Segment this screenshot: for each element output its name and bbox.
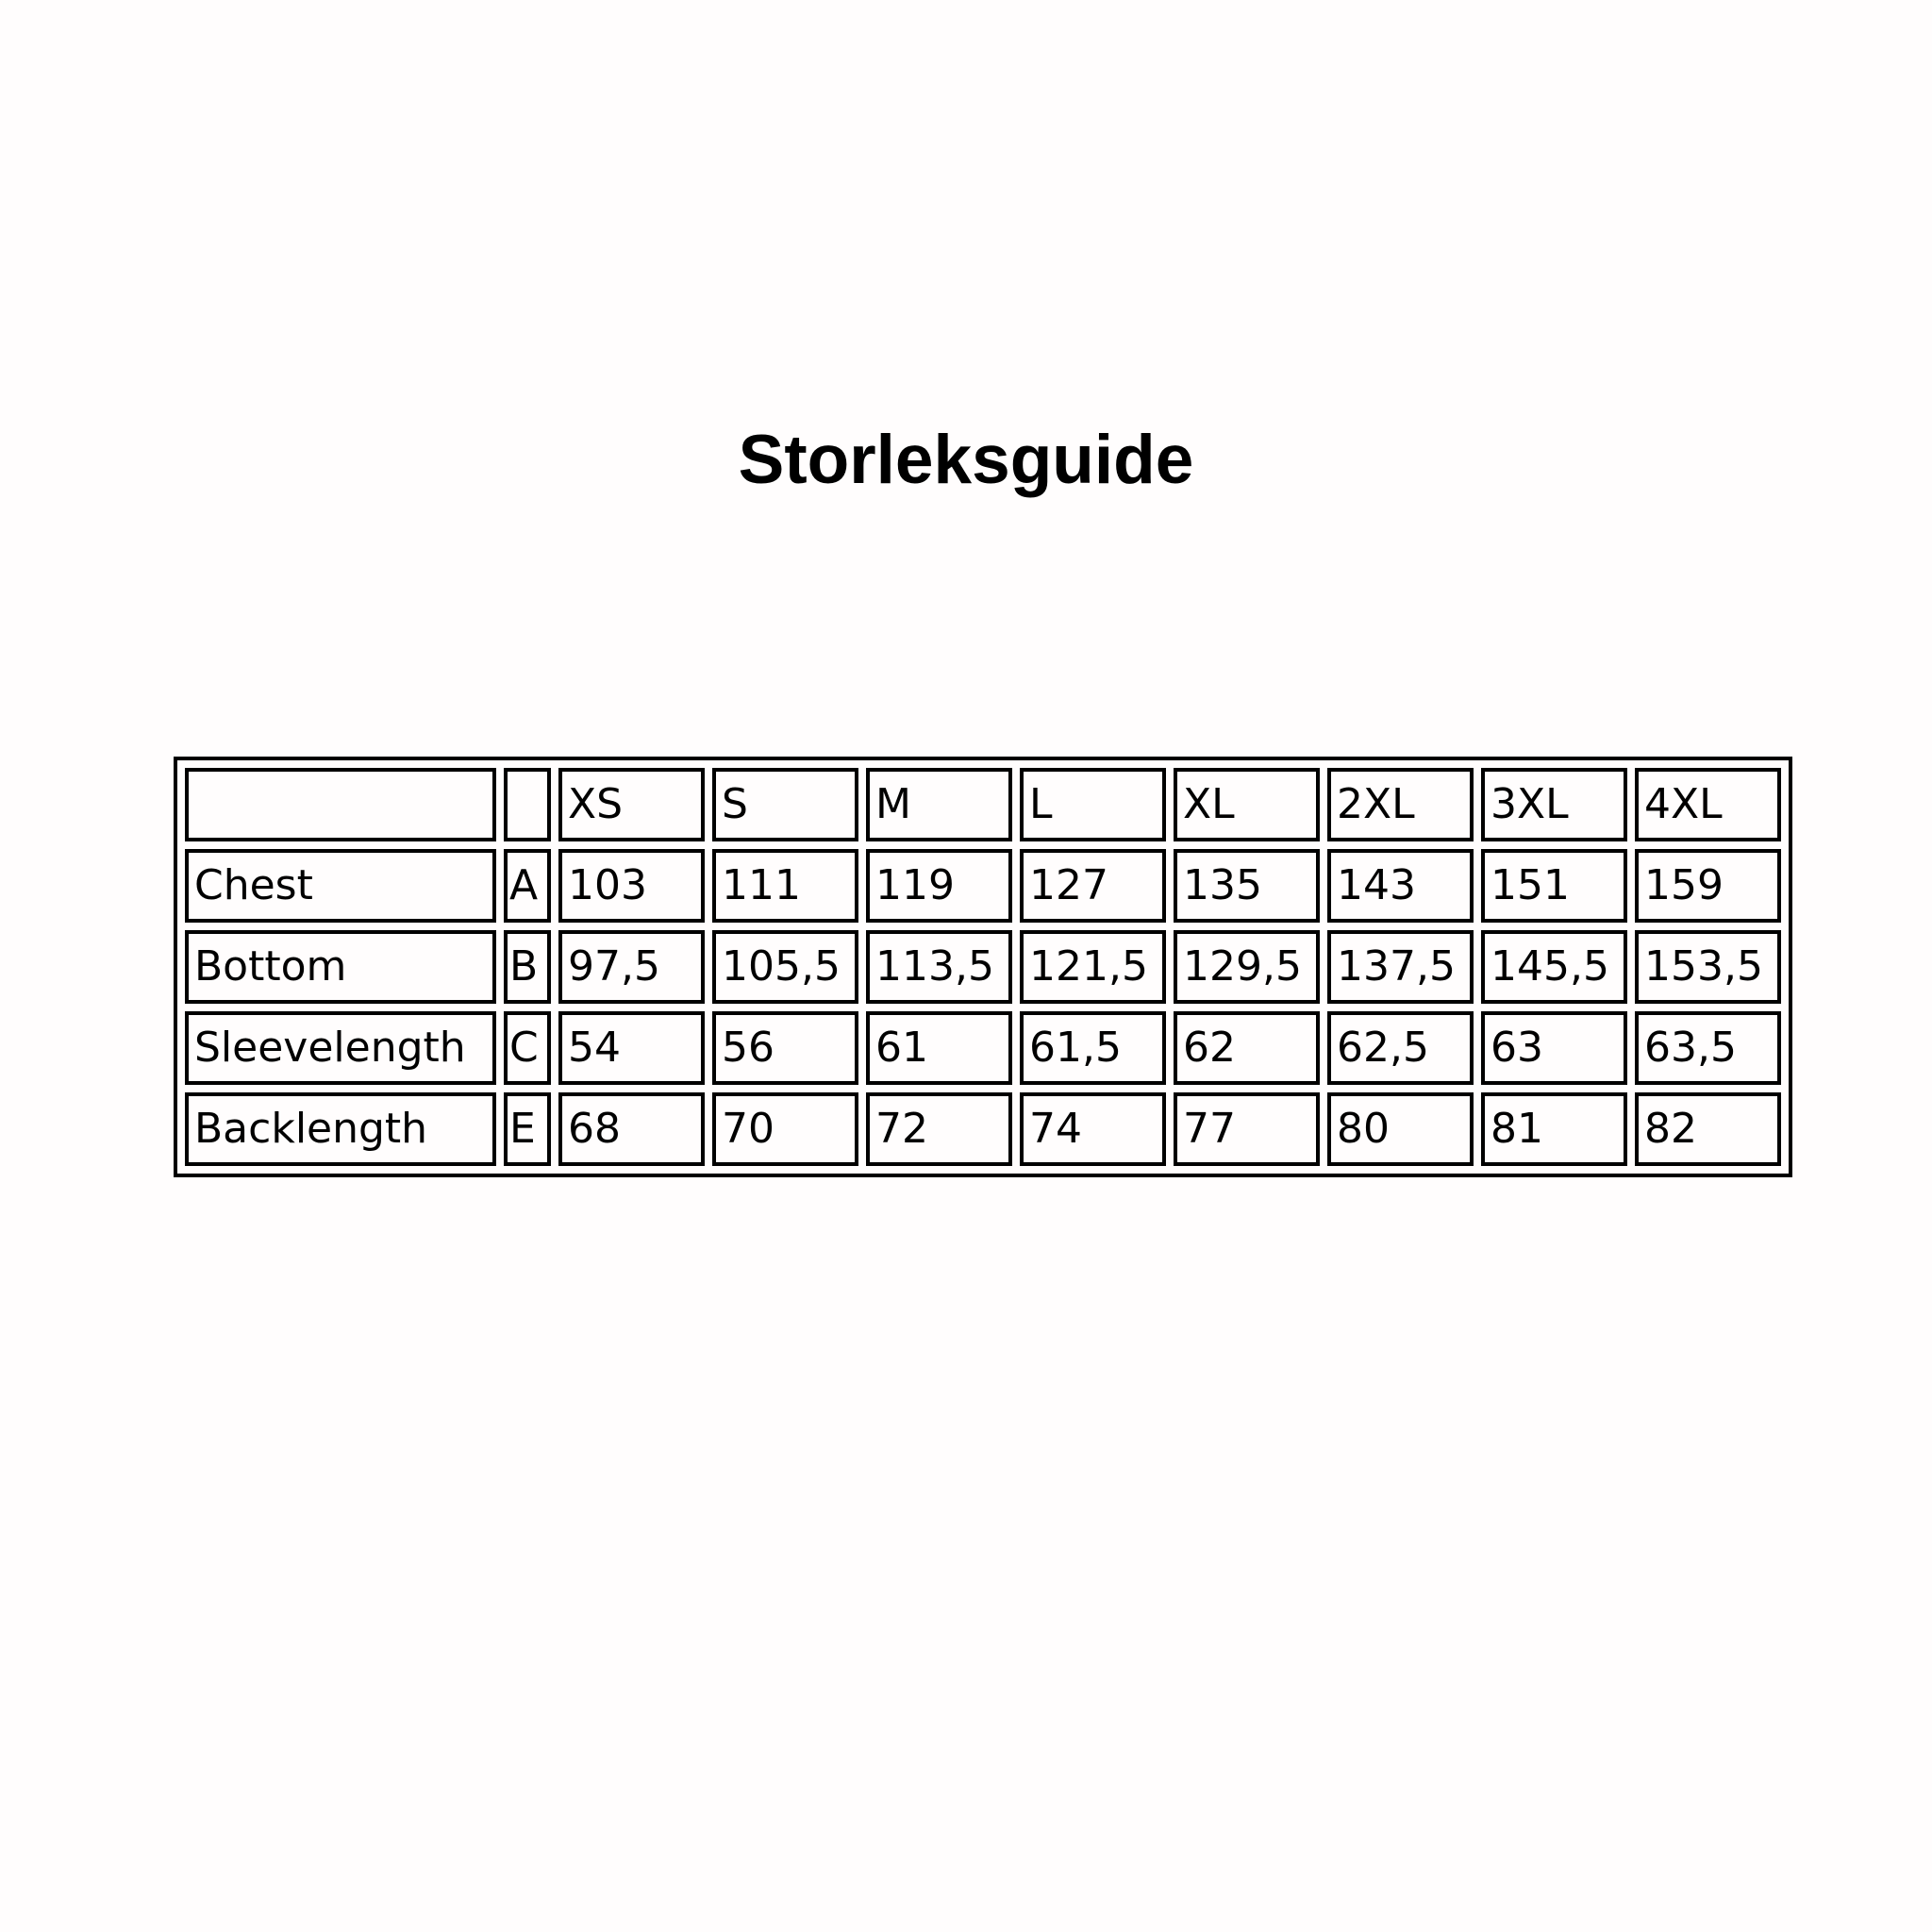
table-cell: 61,5: [1020, 1011, 1166, 1085]
row-label-chest: Chest: [185, 849, 496, 923]
size-guide-table: [174, 757, 1792, 1177]
row-code: E: [504, 1092, 551, 1166]
table-cell: 135: [1174, 849, 1320, 923]
row-label-bottom: Bottom: [185, 930, 496, 1004]
table-cell: 119: [866, 849, 1012, 923]
table-cell: 80: [1327, 1092, 1474, 1166]
size-header-l: L: [1020, 768, 1166, 841]
table-cell: 70: [712, 1092, 858, 1166]
table-row: [185, 1092, 1781, 1166]
table-cell: 77: [1174, 1092, 1320, 1166]
table-cell: 121,5: [1020, 930, 1166, 1004]
table-cell: 62: [1174, 1011, 1320, 1085]
table-cell: 113,5: [866, 930, 1012, 1004]
table-cell: 137,5: [1327, 930, 1474, 1004]
table-row: [185, 930, 1781, 1004]
table-cell: 61: [866, 1011, 1012, 1085]
row-label-sleevelength: Sleevelength: [185, 1011, 496, 1085]
table-cell: 54: [558, 1011, 705, 1085]
header-code-cell: [504, 768, 551, 841]
table-cell: 103: [558, 849, 705, 923]
table-cell: 129,5: [1174, 930, 1320, 1004]
table-cell: 63,5: [1635, 1011, 1781, 1085]
table-cell: 111: [712, 849, 858, 923]
size-header-2xl: 2XL: [1327, 768, 1474, 841]
size-header-m: M: [866, 768, 1012, 841]
size-header-xl: XL: [1174, 768, 1320, 841]
table-row: [185, 849, 1781, 923]
table-cell: 105,5: [712, 930, 858, 1004]
table-cell: 82: [1635, 1092, 1781, 1166]
page-title: Storleksguide: [738, 422, 1194, 498]
table-cell: 159: [1635, 849, 1781, 923]
row-code: B: [504, 930, 551, 1004]
table-cell: 56: [712, 1011, 858, 1085]
size-header-s: S: [712, 768, 858, 841]
table-cell: 72: [866, 1092, 1012, 1166]
table-cell: 127: [1020, 849, 1166, 923]
table-cell: 74: [1020, 1092, 1166, 1166]
row-label-backlength: Backlength: [185, 1092, 496, 1166]
size-header-3xl: 3XL: [1481, 768, 1627, 841]
table-cell: 151: [1481, 849, 1627, 923]
size-header-4xl: 4XL: [1635, 768, 1781, 841]
table-cell: 97,5: [558, 930, 705, 1004]
table-cell: 143: [1327, 849, 1474, 923]
row-code: A: [504, 849, 551, 923]
table-row: [185, 1011, 1781, 1085]
table-cell: 62,5: [1327, 1011, 1474, 1085]
table-cell: 145,5: [1481, 930, 1627, 1004]
size-header-xs: XS: [558, 768, 705, 841]
table-cell: 81: [1481, 1092, 1627, 1166]
table-cell: 68: [558, 1092, 705, 1166]
row-code: C: [504, 1011, 551, 1085]
header-row: [185, 768, 1781, 841]
header-label-cell: [185, 768, 496, 841]
table-cell: 153,5: [1635, 930, 1781, 1004]
table-cell: 63: [1481, 1011, 1627, 1085]
